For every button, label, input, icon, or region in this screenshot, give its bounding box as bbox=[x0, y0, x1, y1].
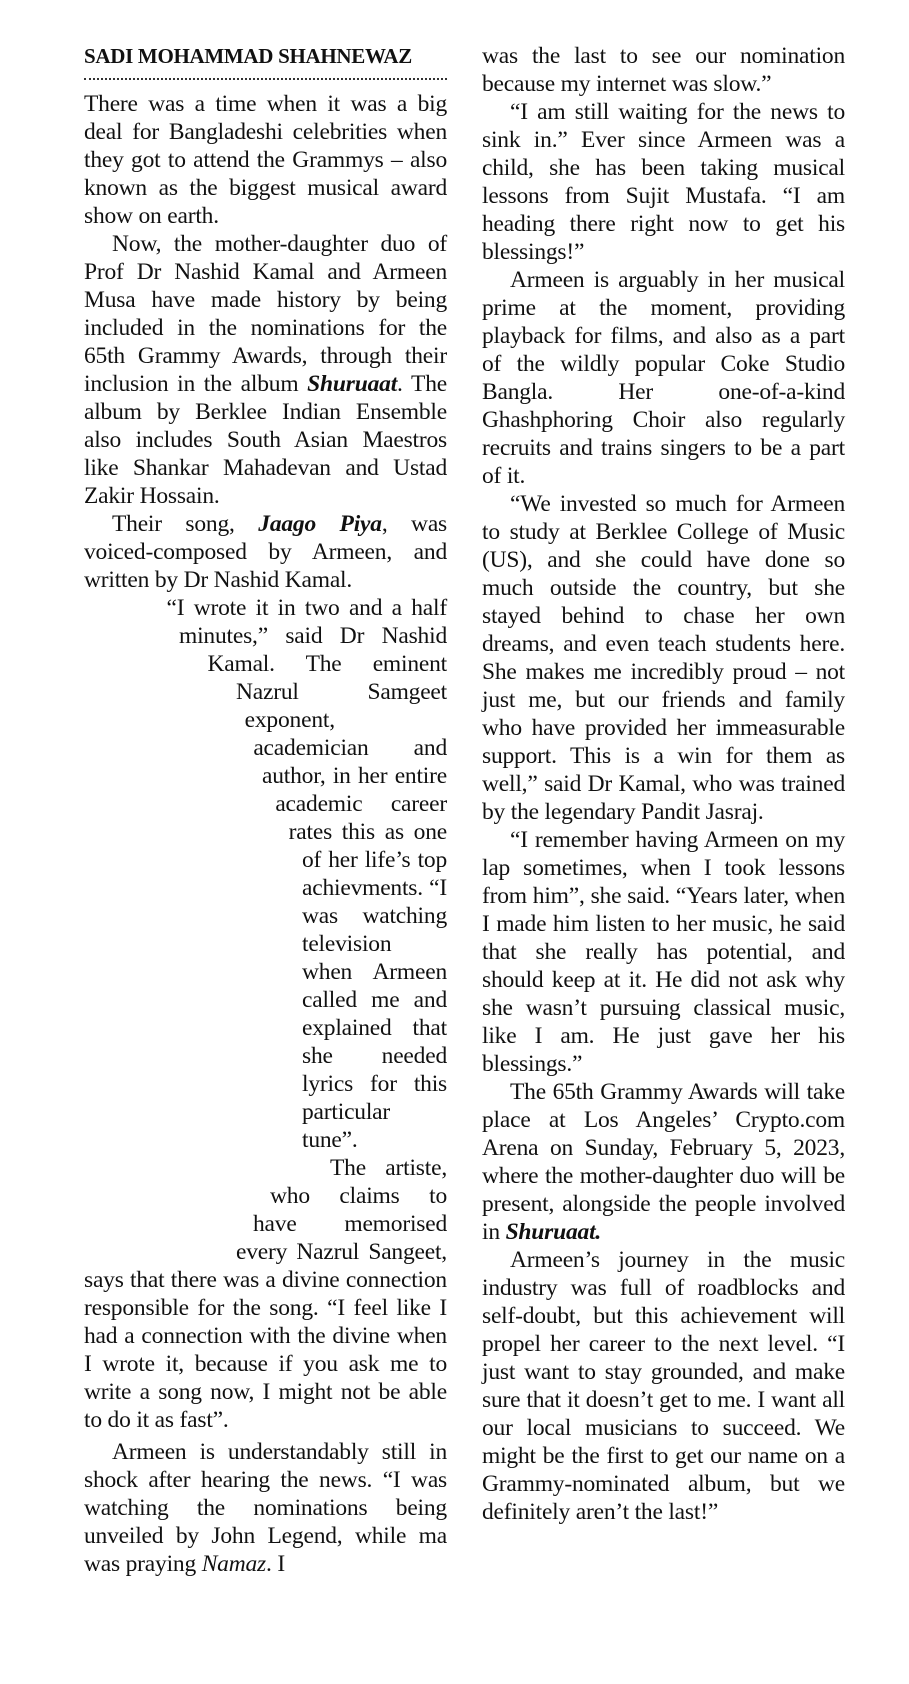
namaz-word: Namaz bbox=[201, 1551, 266, 1577]
wrapped-quote-block bbox=[84, 594, 447, 1434]
paragraph-prime: Armeen is arguably in her musical prime at the moment, providing playback for films, and also as a part of the wildly popular Coke Studio Bangla. Her one-of-a-kind Ghashphoring Choir also regularly recruits and trains singers to be a part of it. bbox=[482, 267, 845, 489]
paragraph-intro: There was a time when it was a big deal for Bangladeshi celebrities when they got to attend the Grammys – also known as the biggest musical award show on earth. bbox=[84, 91, 447, 229]
paragraph-awards bbox=[482, 1078, 845, 1246]
paragraph-shock-text-b: . I bbox=[265, 1551, 285, 1577]
paragraph-shock-text-a: Armeen is understandably still in shock after hearing the news. “I was watching the nominations being unveiled by John Legend, while ma was praying bbox=[84, 1439, 447, 1577]
album-title-2: Shuruaat. bbox=[505, 1219, 602, 1245]
paragraph-nomination bbox=[84, 230, 447, 510]
paragraph-remember: “I remember having Armeen on my lap sometimes, when I took lessons from him”, she said. “Years later, when I made him listen to her music, he said that she really has potential, and should keep at it. He did not ask why she wasn’t pursuing classical music, like I am. He just gave her his blessings.” bbox=[482, 827, 845, 1077]
paragraph-quote: “I wrote it in two and a half minutes,” said Dr Nashid Kamal. The eminent Nazrul Samgeet exponent, academician and author, in her entire academic career rates this as one of her life’s top achievments. “I was watching television when Armeen called me and explained that she needed lyrics for this particular tune”. bbox=[166, 595, 447, 1153]
byline: SADI MOHAMMAD SHAHNEWAZ bbox=[84, 44, 412, 68]
byline-divider bbox=[84, 78, 447, 80]
song-title: Jaago Piya bbox=[258, 511, 382, 537]
paragraph-song-text-a: Their song, bbox=[112, 511, 259, 537]
paragraph-shock bbox=[84, 1438, 447, 1578]
left-column bbox=[84, 42, 447, 1578]
paragraph-continued: was the last to see our nomination because my internet was slow.” bbox=[482, 43, 845, 97]
paragraph-song-text-b: , was voiced-composed by Armeen, and written by Dr Nashid Kamal. bbox=[84, 511, 447, 593]
paragraph-nomination-text-b: . The album by Berklee Indian Ensemble also includes South Asian Maestros like Shankar Mahadevan and Ustad Zakir Hossain. bbox=[84, 371, 447, 509]
paragraph-artiste: The artiste, who claims to have memorised every Nazrul Sangeet, says that there was a divine connection responsible for the song. “I feel like I had a connection with the divine when I wrote it, because if you ask me to write a song now, I might not be able to do it as fast”. bbox=[84, 1155, 447, 1433]
right-column bbox=[482, 42, 845, 1526]
paragraph-awards-text: The 65th Grammy Awards will take place at Los Angeles’ Crypto.com Arena on Sunday, February 5, 2023, where the mother-daughter duo will be present, alongside the people involved in bbox=[482, 1079, 845, 1245]
paragraph-song bbox=[84, 510, 447, 594]
album-title: Shuruaat bbox=[307, 371, 398, 397]
paragraph-waiting: “I am still waiting for the news to sink in.” Ever since Armeen was a child, she has been taking musical lessons from Sujit Mustafa. “I am heading there right now to get his blessings!” bbox=[482, 99, 845, 265]
paragraph-invested: “We invested so much for Armeen to study at Berklee College of Music (US), and she could have done so much outside the country, but she stayed behind to chase her own dreams, and even teach students here. She makes me incredibly proud – not just me, but our friends and family who have provided her immeasurable support. This is a win for them as well,” said Dr Kamal, who was trained by the legendary Pandit Jasraj. bbox=[482, 491, 845, 825]
paragraph-journey: Armeen’s journey in the music industry was full of roadblocks and self-doubt, but this achievement will propel her career to the next level. “I just want to stay grounded, and make sure that it doesn’t get to me. I want all our local musicians to succeed. We might be the first to get our name on a Grammy-nominated album, but we definitely aren’t the last!” bbox=[482, 1247, 845, 1525]
paragraph-nomination-text-a: Now, the mother-daughter duo of Prof Dr Nashid Kamal and Armeen Musa have made history by being included in the nominations for the 65th Grammy Awards, through their inclusion in the album bbox=[84, 231, 447, 397]
